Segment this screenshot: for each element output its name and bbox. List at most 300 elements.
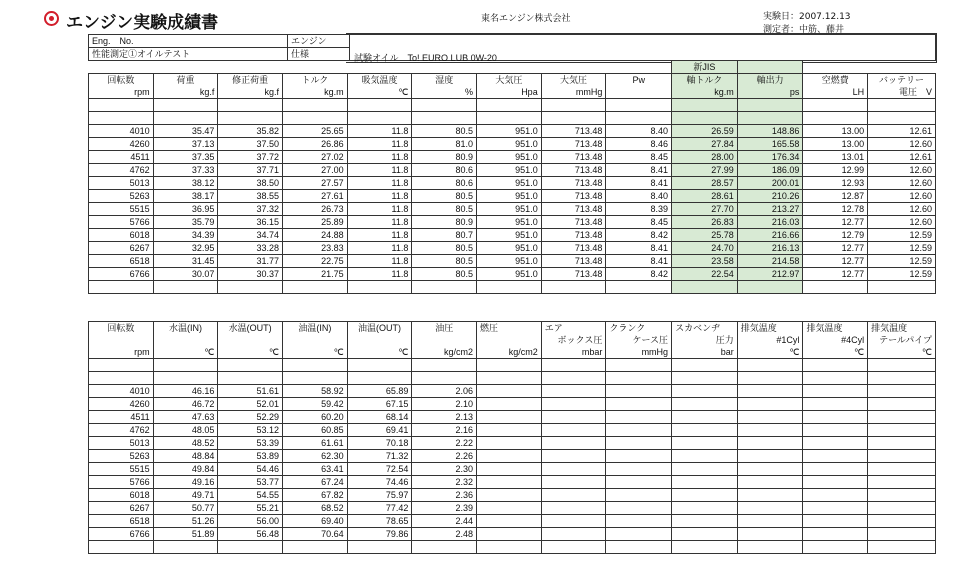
- table-cell: 5263: [89, 450, 154, 463]
- empty-cell: [541, 99, 606, 112]
- table-cell: 59.42: [283, 398, 348, 411]
- table-cell: 31.77: [218, 255, 283, 268]
- empty-cell: [347, 359, 412, 372]
- table-row: [89, 411, 936, 424]
- table-cell: 12.60: [868, 138, 936, 151]
- spec-label: 仕様: [288, 48, 350, 61]
- table-cell: 37.13: [153, 138, 218, 151]
- column-unit: kg.f: [153, 86, 218, 99]
- table-cell: 69.40: [283, 515, 348, 528]
- column-header: 油温(OUT): [347, 322, 412, 335]
- engine-label: エンジン: [288, 35, 350, 48]
- test-date: 実験日：2007.12.13: [763, 12, 851, 22]
- table-cell: 46.16: [153, 385, 218, 398]
- table-row: [89, 255, 936, 268]
- table-cell: 46.72: [153, 398, 218, 411]
- empty-cell: [153, 99, 218, 112]
- table-cell: 200.01: [737, 177, 803, 190]
- table-cell: 26.59: [672, 125, 738, 138]
- table-cell: 12.60: [868, 164, 936, 177]
- table-cell: 72.54: [347, 463, 412, 476]
- table-cell: 951.0: [477, 151, 542, 164]
- empty-cell: [153, 359, 218, 372]
- empty-cell: [283, 281, 348, 294]
- table-cell: 12.60: [868, 177, 936, 190]
- empty-cell: [412, 281, 477, 294]
- empty-cell: [868, 450, 936, 463]
- temperature-pressure-table: [88, 321, 936, 554]
- column-header: 大気圧: [541, 74, 606, 87]
- table-cell: 12.77: [803, 268, 868, 281]
- empty-cell: [347, 99, 412, 112]
- table-cell: 80.5: [412, 190, 477, 203]
- table-cell: 24.70: [672, 242, 738, 255]
- empty-cell: [803, 411, 868, 424]
- table-cell: 8.39: [606, 203, 672, 216]
- column-unit: kg.m: [672, 86, 738, 99]
- table-cell: 12.87: [803, 190, 868, 203]
- column-header: 大気圧: [477, 74, 542, 87]
- table-cell: 80.5: [412, 125, 477, 138]
- table-row: [89, 437, 936, 450]
- table-cell: 2.10: [412, 398, 477, 411]
- table-cell: 27.00: [283, 164, 348, 177]
- table-cell: 28.61: [672, 190, 738, 203]
- column-header: 油温(IN): [283, 322, 348, 335]
- table-cell: 4511: [89, 411, 154, 424]
- table-cell: 11.8: [347, 164, 412, 177]
- empty-cell: [477, 359, 542, 372]
- empty-cell: [541, 502, 606, 515]
- empty-cell: [737, 502, 803, 515]
- table-cell: 148.86: [737, 125, 803, 138]
- empty-cell: [283, 359, 348, 372]
- table-cell: 8.45: [606, 151, 672, 164]
- table-cell: 186.09: [737, 164, 803, 177]
- column-unit: LH: [803, 86, 868, 99]
- empty-cell: [672, 99, 738, 112]
- empty-cell: [412, 99, 477, 112]
- table-cell: 5013: [89, 437, 154, 450]
- empty-cell: [672, 398, 738, 411]
- table-cell: 49.16: [153, 476, 218, 489]
- table-cell: 12.60: [868, 190, 936, 203]
- empty-cell: [803, 281, 868, 294]
- table-row: [89, 190, 936, 203]
- table-cell: 713.48: [541, 242, 606, 255]
- table-row: [89, 177, 936, 190]
- column-header: ℃: [347, 346, 412, 359]
- table-cell: 5013: [89, 177, 154, 190]
- table-cell: 2.44: [412, 515, 477, 528]
- table-cell: 713.48: [541, 125, 606, 138]
- table-row: [89, 515, 936, 528]
- column-header: スカベンヂ: [672, 322, 738, 335]
- table-cell: 12.79: [803, 229, 868, 242]
- table-cell: 2.48: [412, 528, 477, 541]
- table-cell: 12.77: [803, 216, 868, 229]
- table-cell: 13.00: [803, 138, 868, 151]
- table-cell: 713.48: [541, 138, 606, 151]
- empty-cell: [737, 515, 803, 528]
- empty-cell: [606, 437, 672, 450]
- empty-cell: [412, 112, 477, 125]
- test-name: 性能測定①オイルテスト: [89, 48, 288, 61]
- empty-cell: [541, 437, 606, 450]
- empty-cell: [283, 112, 348, 125]
- empty-cell: [868, 398, 936, 411]
- table-row: [89, 229, 936, 242]
- empty-cell: [477, 424, 542, 437]
- table-row: [89, 268, 936, 281]
- empty-cell: [606, 359, 672, 372]
- empty-cell: [868, 463, 936, 476]
- table-cell: 49.71: [153, 489, 218, 502]
- empty-cell: [606, 528, 672, 541]
- table-cell: 25.78: [672, 229, 738, 242]
- column-header: ℃: [737, 346, 803, 359]
- empty-cell: [672, 476, 738, 489]
- column-header: 水温(OUT): [218, 322, 283, 335]
- column-header: ℃: [283, 346, 348, 359]
- empty-cell: [803, 99, 868, 112]
- table-cell: 8.41: [606, 255, 672, 268]
- empty-cell: [606, 411, 672, 424]
- table-cell: 713.48: [541, 151, 606, 164]
- column-header: [347, 334, 412, 346]
- column-header: 荷重: [153, 74, 218, 87]
- table-cell: 2.06: [412, 385, 477, 398]
- empty-cell: [218, 359, 283, 372]
- empty-cell: [803, 476, 868, 489]
- table-cell: 53.39: [218, 437, 283, 450]
- empty-cell: [477, 463, 542, 476]
- table-cell: 11.8: [347, 125, 412, 138]
- header-cell: [283, 61, 348, 74]
- table-cell: 71.32: [347, 450, 412, 463]
- column-header: エア: [541, 322, 606, 335]
- column-header: ℃: [868, 346, 936, 359]
- column-header: [283, 334, 348, 346]
- empty-cell: [803, 359, 868, 372]
- empty-cell: [868, 515, 936, 528]
- empty-cell: [541, 450, 606, 463]
- table-cell: 5766: [89, 476, 154, 489]
- table-cell: 4010: [89, 385, 154, 398]
- table-cell: 36.95: [153, 203, 218, 216]
- empty-cell: [803, 437, 868, 450]
- table-cell: 713.48: [541, 268, 606, 281]
- empty-cell: [672, 281, 738, 294]
- table-cell: 12.77: [803, 242, 868, 255]
- empty-cell: [477, 476, 542, 489]
- table-row: [89, 450, 936, 463]
- column-header: 回転数: [89, 322, 154, 335]
- empty-cell: [737, 424, 803, 437]
- column-header: 軸トルク: [672, 74, 738, 87]
- column-header: ボックス圧: [541, 334, 606, 346]
- table-cell: 48.52: [153, 437, 218, 450]
- column-unit: mmHg: [541, 86, 606, 99]
- empty-cell: [803, 502, 868, 515]
- table-cell: 70.18: [347, 437, 412, 450]
- table-cell: 52.29: [218, 411, 283, 424]
- empty-cell: [477, 502, 542, 515]
- table-cell: 8.42: [606, 229, 672, 242]
- table-cell: 951.0: [477, 138, 542, 151]
- empty-cell: [541, 112, 606, 125]
- empty-cell: [283, 372, 348, 385]
- empty-cell: [541, 372, 606, 385]
- empty-cell: [153, 112, 218, 125]
- empty-cell: [606, 385, 672, 398]
- table-cell: 6518: [89, 515, 154, 528]
- table-cell: 951.0: [477, 203, 542, 216]
- empty-cell: [868, 385, 936, 398]
- empty-cell: [477, 385, 542, 398]
- table-cell: 80.9: [412, 216, 477, 229]
- empty-cell: [737, 528, 803, 541]
- table-cell: 12.93: [803, 177, 868, 190]
- empty-cell: [218, 112, 283, 125]
- column-header: kg/cm2: [477, 346, 542, 359]
- empty-cell: [89, 372, 154, 385]
- empty-cell: [672, 411, 738, 424]
- table-cell: 11.8: [347, 151, 412, 164]
- empty-cell: [477, 437, 542, 450]
- column-header: Pw: [606, 74, 672, 87]
- empty-cell: [541, 281, 606, 294]
- table-cell: 53.12: [218, 424, 283, 437]
- column-header: rpm: [89, 346, 154, 359]
- table-cell: 54.46: [218, 463, 283, 476]
- empty-cell: [672, 372, 738, 385]
- empty-cell: [541, 476, 606, 489]
- table-cell: 5263: [89, 190, 154, 203]
- table-cell: 30.37: [218, 268, 283, 281]
- header-cell: [218, 61, 283, 74]
- table-cell: 8.40: [606, 190, 672, 203]
- table-row: [89, 216, 936, 229]
- empty-cell: [737, 281, 803, 294]
- empty-cell: [672, 450, 738, 463]
- column-header: [477, 334, 542, 346]
- table-cell: 27.99: [672, 164, 738, 177]
- table-cell: 38.55: [218, 190, 283, 203]
- table-cell: 27.70: [672, 203, 738, 216]
- column-header: 回転数: [89, 74, 154, 87]
- table-cell: 78.65: [347, 515, 412, 528]
- table-cell: 38.12: [153, 177, 218, 190]
- empty-cell: [218, 281, 283, 294]
- table-cell: 2.26: [412, 450, 477, 463]
- table-cell: 80.5: [412, 268, 477, 281]
- table-cell: 28.57: [672, 177, 738, 190]
- empty-cell: [803, 528, 868, 541]
- empty-cell: [672, 463, 738, 476]
- empty-cell: [541, 528, 606, 541]
- table-cell: 79.86: [347, 528, 412, 541]
- table-cell: 81.0: [412, 138, 477, 151]
- column-unit: 電圧 V: [868, 86, 936, 99]
- table-cell: 4260: [89, 398, 154, 411]
- table-cell: 11.8: [347, 216, 412, 229]
- empty-cell: [868, 411, 936, 424]
- column-header: バッテリー: [868, 74, 936, 87]
- header-cell: [347, 61, 412, 74]
- table-cell: 8.41: [606, 164, 672, 177]
- table-cell: 26.86: [283, 138, 348, 151]
- eng-no-label: Eng. No.: [89, 35, 288, 48]
- table-row: [89, 489, 936, 502]
- table-cell: 12.59: [868, 229, 936, 242]
- table-cell: 165.58: [737, 138, 803, 151]
- table-cell: 37.50: [218, 138, 283, 151]
- table-cell: 2.36: [412, 489, 477, 502]
- table-cell: 27.57: [283, 177, 348, 190]
- table-cell: 26.83: [672, 216, 738, 229]
- empty-cell: [541, 463, 606, 476]
- table-cell: 47.63: [153, 411, 218, 424]
- table-cell: 60.85: [283, 424, 348, 437]
- table-row: [89, 151, 936, 164]
- table-cell: 74.46: [347, 476, 412, 489]
- empty-cell: [672, 502, 738, 515]
- page-title: エンジン実験成績書: [66, 13, 219, 33]
- table-cell: 56.00: [218, 515, 283, 528]
- table-cell: 21.75: [283, 268, 348, 281]
- empty-cell: [868, 476, 936, 489]
- header-cell: [153, 61, 218, 74]
- table-cell: 70.64: [283, 528, 348, 541]
- empty-cell: [672, 424, 738, 437]
- empty-cell: [868, 281, 936, 294]
- table-cell: 31.45: [153, 255, 218, 268]
- empty-cell: [672, 541, 738, 554]
- table-cell: 2.16: [412, 424, 477, 437]
- empty-cell: [477, 528, 542, 541]
- column-header: 吸気温度: [347, 74, 412, 87]
- table-cell: 27.61: [283, 190, 348, 203]
- table-cell: 6018: [89, 229, 154, 242]
- empty-cell: [868, 541, 936, 554]
- table-row: [89, 398, 936, 411]
- header-cell: [803, 61, 868, 74]
- table-cell: 56.48: [218, 528, 283, 541]
- column-header: クランク: [606, 322, 672, 335]
- column-header: kg/cm2: [412, 346, 477, 359]
- table-cell: 4010: [89, 125, 154, 138]
- table-cell: 951.0: [477, 164, 542, 177]
- table-cell: 6018: [89, 489, 154, 502]
- column-header: 油圧: [412, 322, 477, 335]
- table-cell: 4260: [89, 138, 154, 151]
- empty-cell: [477, 450, 542, 463]
- empty-cell: [868, 99, 936, 112]
- header-cell: [477, 61, 542, 74]
- table-cell: 11.8: [347, 229, 412, 242]
- table-cell: 67.15: [347, 398, 412, 411]
- empty-cell: [672, 437, 738, 450]
- empty-cell: [541, 489, 606, 502]
- empty-cell: [218, 541, 283, 554]
- column-header: 湿度: [412, 74, 477, 87]
- empty-cell: [541, 424, 606, 437]
- empty-cell: [477, 99, 542, 112]
- empty-cell: [477, 281, 542, 294]
- empty-cell: [868, 112, 936, 125]
- column-header: ℃: [218, 346, 283, 359]
- column-header: [218, 334, 283, 346]
- table-cell: 80.5: [412, 203, 477, 216]
- empty-cell: [606, 112, 672, 125]
- table-cell: 2.32: [412, 476, 477, 489]
- column-unit: [606, 86, 672, 99]
- empty-cell: [868, 437, 936, 450]
- column-header: [89, 334, 154, 346]
- column-header: ℃: [153, 346, 218, 359]
- table-cell: 5515: [89, 463, 154, 476]
- table-cell: 27.84: [672, 138, 738, 151]
- empty-cell: [803, 489, 868, 502]
- empty-cell: [868, 372, 936, 385]
- table-cell: 12.59: [868, 268, 936, 281]
- table-cell: 32.95: [153, 242, 218, 255]
- table-cell: 51.26: [153, 515, 218, 528]
- column-header: 軸出力: [737, 74, 803, 87]
- table-cell: 11.8: [347, 177, 412, 190]
- table-cell: 8.46: [606, 138, 672, 151]
- table-cell: 713.48: [541, 255, 606, 268]
- empty-cell: [737, 359, 803, 372]
- table-cell: 8.41: [606, 177, 672, 190]
- table-cell: 68.52: [283, 502, 348, 515]
- table-cell: 55.21: [218, 502, 283, 515]
- table-cell: 53.89: [218, 450, 283, 463]
- table-cell: 212.97: [737, 268, 803, 281]
- table-cell: 216.03: [737, 216, 803, 229]
- header-cell: [89, 61, 154, 74]
- empty-cell: [347, 281, 412, 294]
- column-header: 排気温度: [803, 322, 868, 335]
- testers: 測定者：中筋、藤井: [763, 25, 845, 35]
- empty-cell: [803, 463, 868, 476]
- empty-cell: [606, 450, 672, 463]
- table-cell: 6267: [89, 502, 154, 515]
- table-cell: 80.9: [412, 151, 477, 164]
- empty-cell: [89, 541, 154, 554]
- table-cell: 35.79: [153, 216, 218, 229]
- empty-cell: [803, 515, 868, 528]
- table-cell: 4762: [89, 424, 154, 437]
- column-header: 排気温度: [868, 322, 936, 335]
- table-cell: 75.97: [347, 489, 412, 502]
- table-cell: 951.0: [477, 190, 542, 203]
- table-cell: 69.41: [347, 424, 412, 437]
- table-cell: 951.0: [477, 125, 542, 138]
- empty-cell: [803, 424, 868, 437]
- column-header: #4Cyl: [803, 334, 868, 346]
- table-cell: 12.61: [868, 125, 936, 138]
- table-cell: 38.50: [218, 177, 283, 190]
- empty-cell: [541, 385, 606, 398]
- empty-cell: [672, 489, 738, 502]
- empty-cell: [477, 515, 542, 528]
- table-cell: 22.75: [283, 255, 348, 268]
- table-cell: 11.8: [347, 190, 412, 203]
- empty-cell: [737, 541, 803, 554]
- table-cell: 12.99: [803, 164, 868, 177]
